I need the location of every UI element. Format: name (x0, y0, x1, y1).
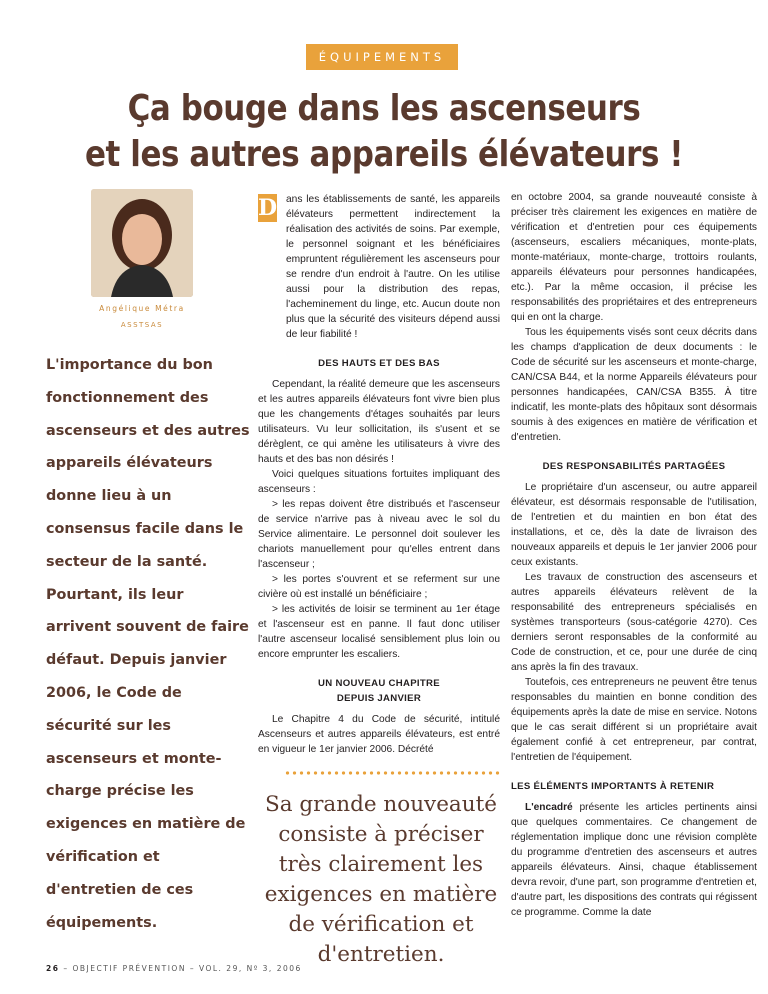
page-footer (46, 964, 302, 973)
intro-paragraph: ans les établissements de santé, les appareils élévateurs permettent indirectement la réalisation des activités de soins. Par exemple, le personnel soignant et les bénéficiaires empruntent régulièrement les ascenseurs pour se rendre d'un endroit à l'autre. On les utilise aussi pour la distribution des repas, l'acheminement du linge, etc. Aucun doute non plus que la sécurité des visiteurs dépend aussi de leur fiabilité ! (286, 194, 500, 340)
paragraph-hauts-1: Cependant, la réalité demeure que les ascenseurs et les autres appareils élévateurs font vivre bien plus que les changements d'étages souhaités par leurs utilisateurs. Vu leur sollicitation, ils s'usent et se dérèglent, ce qui amène les utilisateurs à vivre des hauts et des bas non désirés ! (258, 379, 500, 465)
paragraph-elements-text: présente les articles pertinents ainsi que quelques commentaires. Ce changement de réglementation implique donc une révision complète du programme d'entretien des ascenseurs et autres appareils élévateurs. Ainsi, chaque établissement devra revoir, d'une part, son programme d'entretien et, d'autre part, les dispositions des contrats qui régissent ce programme. Comme la date (511, 802, 757, 918)
article-title (54, 86, 714, 178)
heading-chapitre-line-1: UN NOUVEAU CHAPITRE (318, 678, 440, 689)
heading-hauts-bas: DES HAUTS ET DES BAS (318, 358, 440, 369)
heading-chapitre-line-2: DEPUIS JANVIER (336, 693, 422, 704)
bullet-item: > les portes s'ouvrent et se referment sur une civière où est installé un bénéficiaire ; (258, 574, 500, 600)
column-middle (258, 192, 500, 757)
title-line-2: et les autres appareils élévateurs ! (84, 134, 684, 175)
bullet-item: > les repas doivent être distribués et l'ascenseur de service n'arrive pas à niveau avec le sol du Service alimentaire. Le personnel doit soulever les chariots manuellement pour qu'elles entrent dans l'ascenseur ; (258, 499, 500, 570)
footer-publication: – OBJECTIF PRÉVENTION – VOL. 29, Nº 3, 2006 (59, 964, 302, 973)
heading-responsabilites: DES RESPONSABILITÉS PARTAGÉES (542, 461, 726, 472)
paragraph-right-2: Tous les équipements visés sont ceux décrits dans les champs d'application de deux documents : le Code de sécurité sur les ascenseurs et monte-charge, CAN/CSA B44, et la norme Appareils élévateurs pour personnes handicapées, CAN/CSA B355. À titre indicatif, les monte-plats des hôpitaux sont désormais soumis à des exigences en matière de vérification et d'entretien. (511, 327, 757, 443)
title-line-1: Ça bouge dans les ascenseurs (127, 88, 641, 129)
pull-quote: Sa grande nouveauté consiste à préciser très clairement les exigences en matière de vérification et d'entretien. (264, 792, 498, 967)
paragraph-resp-3: Toutefois, ces entrepreneurs ne peuvent être tenus responsables du maintien en bonne condition des équipements après la date de mise en service. Notons que le cas serait différent si un propriétaire avait également confié à cet entrepreneur, par contrat, l'entretien de l'équipement. (511, 677, 757, 763)
paragraph-elements (511, 800, 757, 920)
page-number: 26 (46, 964, 60, 973)
drop-cap: D (258, 195, 278, 221)
encadre-link: L'encadré (525, 802, 573, 813)
author-photo (91, 189, 193, 297)
paragraph-resp-2: Les travaux de construction des ascenseurs et autres appareils élévateurs relèvent de la responsabilité des entrepreneurs spécialisés en systèmes transporteurs (sous-catégorie 4270). Ces derniers seront responsables de la conformité au Code de construction, et ce, pour une durée de cinq ans après la fin des travaux. (511, 572, 757, 673)
quote-dotted-rule (284, 770, 500, 776)
column-right (511, 190, 757, 920)
heading-elements: LES ÉLÉMENTS IMPORTANTS À RETENIR (511, 781, 715, 792)
paragraph-resp-1: Le propriétaire d'un ascenseur, ou autre appareil élévateur, est désormais responsable de l'utilisation, de l'entretien et du maintien en bon état des installations, et ce, dès la date de livraison des nouveaux appareils et depuis le 1er janvier 2006 pour ceux existants. (511, 482, 757, 568)
section-tag: ÉQUIPEMENTS (306, 44, 458, 70)
paragraph-chapitre: Le Chapitre 4 du Code de sécurité, intitulé Ascenseurs et autres appareils élévateurs, est entré en vigueur le 1er janvier 2006. Décrété (258, 714, 500, 755)
author-organization: ASSTSAS (120, 321, 164, 329)
bullet-item: > les activités de loisir se terminent au 1er étage et l'ascenseur est en panne. Il faut donc utiliser l'autre ascenseur localisé sensiblement plus loin ou encore emprunter les escaliers. (258, 604, 500, 660)
author-portrait-image (91, 189, 193, 297)
lead-paragraph: L'importance du bon fonctionnement des ascenseurs et des autres appareils élévateurs donne lieu à un consensus facile dans le secteur de la santé. Pourtant, ils leur arrivent souvent de faire défaut. Depuis janvier 2006, le Code de sécurité sur les ascenseurs et monte-charge précise les exigences en matière de vérification et d'entretien de ces équipements. (46, 357, 250, 931)
paragraph-right-1: en octobre 2004, sa grande nouveauté consiste à préciser très clairement les exigences en matière de vérification et d'entretien pour ces équipements (ascenseurs, escaliers mécaniques, monte-plats, monte-matériaux, monte-charge, trottoirs roulants, appareils élévateurs pour personnes handicapées, etc.). Par la même occasion, il précise les responsabilités des propriétaires et des entrepreneurs qui en ont la charge. (511, 192, 757, 323)
paragraph-hauts-2: Voici quelques situations fortuites impliquant des ascenseurs : (258, 469, 500, 495)
author-name: Angélique Métra (99, 304, 185, 313)
